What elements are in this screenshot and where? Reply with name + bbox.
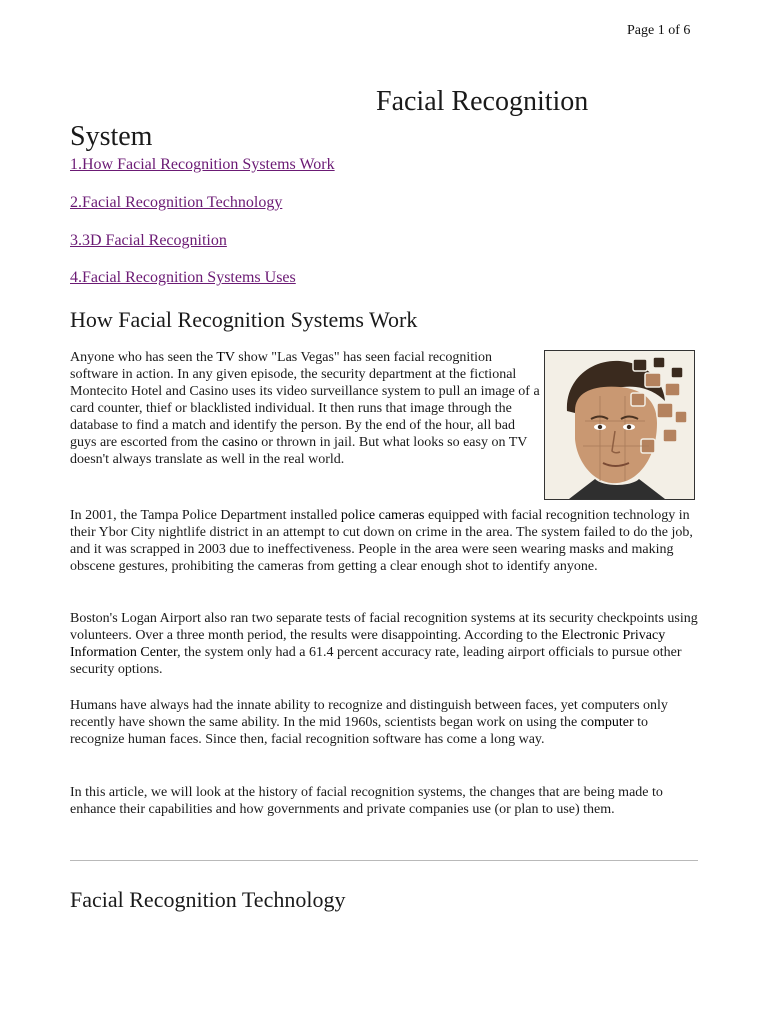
toc-link-3[interactable]: 3.3D Facial Recognition xyxy=(70,232,227,249)
paragraph-5: In this article, we will look at the history of facial recognition systems, the changes that are being made to enhance their capabilities and how governments and private companies use (or plan to use) them. xyxy=(70,785,663,817)
puzzle-face-icon xyxy=(545,351,694,499)
paragraph-2: In 2001, the Tampa Police Department installed police cameras equipped with facial recognition technology in their Ybor City nightlife district in an attempt to cut down on crime in the area. The system failed to do the job, and it was scrapped in 2003 due to ineffectiveness. People in the area were seen wearing masks and making obscene gestures, prohibiting the cameras from getting a clear enough shot to identify anyone. xyxy=(70,508,693,574)
section-heading-how-it-works: How Facial Recognition Systems Work xyxy=(70,307,418,332)
title-line-1: Facial Recognition xyxy=(376,85,589,117)
paragraph-1: Anyone who has seen the TV show "Las Vegas" has seen facial recognition software in action. In any given episode, the security department at the fictional Montecito Hotel and Casino uses its video surveillance system to pull an image of a card counter, thief or blacklisted individual. It then runs that image through the database to find a match and identify the person. By the end of the hour, all bad guys are escorted from the casino or thrown in jail. But what looks so easy on TV doesn't always translate as well in the real world. xyxy=(70,350,540,467)
section-divider xyxy=(70,860,698,861)
tv-keyword-link[interactable]: TV xyxy=(216,350,235,365)
document-title xyxy=(70,85,698,154)
puzzle-face-image xyxy=(544,350,695,500)
paragraph-4: Humans have always had the innate ability to recognize and distinguish between faces, yet computers only recently have shown the same ability. In the mid 1960s, scientists began work on using the computer to recognize human faces. Since then, facial recognition software has come a long way. xyxy=(70,698,668,747)
toc-link-2[interactable]: 2.Facial Recognition Technology xyxy=(70,194,283,211)
paragraph-3: Boston's Logan Airport also ran two separate tests of facial recognition systems at its security checkpoints using volunteers. Over a three month period, the results were disappointing. According to the Electronic Privacy Information Center, the system only had a 61.4 percent accuracy rate, leading airport officials to pursue other security options. xyxy=(70,611,698,677)
title-line-2: System xyxy=(70,120,153,152)
computer-keyword-link[interactable]: computer xyxy=(580,715,634,730)
section-heading-technology: Facial Recognition Technology xyxy=(70,887,346,912)
police-cameras-keyword-link[interactable]: police cameras xyxy=(340,508,425,523)
epic-keyword-link[interactable]: Electronic Privacy Information Center xyxy=(70,628,666,660)
toc-link-1[interactable]: 1.How Facial Recognition Systems Work xyxy=(70,156,335,173)
toc-link-4[interactable]: 4.Facial Recognition Systems Uses xyxy=(70,269,296,286)
page-number: Page 1 of 6 xyxy=(627,23,691,38)
casino-keyword-link[interactable]: casino xyxy=(222,435,258,450)
